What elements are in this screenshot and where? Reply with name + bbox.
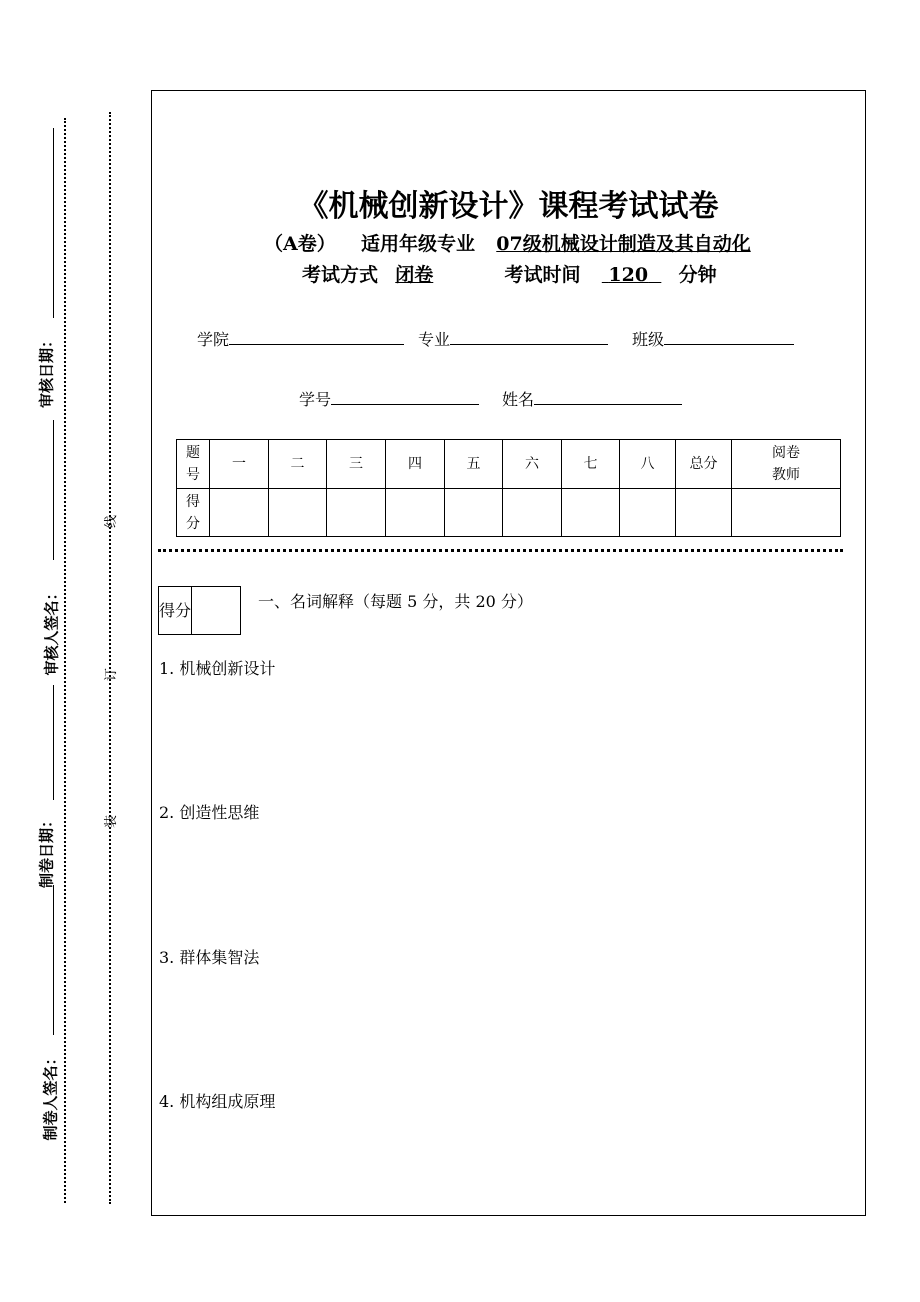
time-unit: 分钟	[678, 264, 717, 286]
reviewer-sign-label: 审核人签名：	[42, 585, 61, 676]
make-date-line	[53, 685, 54, 800]
section-score-cell[interactable]	[192, 587, 241, 635]
score-col-5: 五	[445, 440, 503, 489]
bind-char-pack: 装	[104, 814, 120, 829]
student-id-field[interactable]: 学号	[299, 387, 479, 410]
make-date-label: 制卷日期：	[37, 813, 56, 889]
outer-dotted-line	[64, 118, 66, 1203]
score-cell[interactable]	[269, 489, 327, 537]
reviewer-sign-line	[53, 420, 54, 560]
college-field[interactable]: 学院	[197, 327, 404, 350]
major-field[interactable]: 专业	[418, 327, 608, 350]
method-label: 考试方式	[302, 264, 379, 286]
score-col-6: 六	[503, 440, 562, 489]
score-col-2: 二	[269, 440, 327, 489]
score-table-score-row	[177, 489, 841, 537]
maker-sign-line	[53, 885, 54, 1035]
exam-frame	[151, 90, 866, 1216]
score-row-label: 得 分	[177, 489, 210, 537]
score-table	[176, 439, 841, 537]
score-cell[interactable]	[732, 489, 841, 537]
question-1: 1. 机械创新设计	[159, 659, 276, 678]
section-score-box	[158, 586, 241, 635]
section-score-label: 得分	[159, 587, 192, 635]
method-value: 闭卷	[395, 264, 434, 286]
score-cell[interactable]	[210, 489, 269, 537]
exam-meta-line	[302, 260, 717, 287]
score-cell[interactable]	[386, 489, 445, 537]
grade-value: 07级机械设计制造及其自动化	[496, 233, 751, 255]
time-label: 考试时间	[504, 264, 581, 286]
score-cell[interactable]	[562, 489, 620, 537]
time-value: 120	[608, 264, 649, 286]
paper-info-line	[264, 229, 751, 256]
score-col-3: 三	[327, 440, 386, 489]
section-title: 一、名词解释（每题 5 分，共 20 分）	[258, 592, 533, 611]
score-col-total: 总分	[676, 440, 732, 489]
question-4: 4. 机构组成原理	[159, 1092, 276, 1111]
score-table-header-row	[177, 440, 841, 489]
score-cell[interactable]	[327, 489, 386, 537]
name-field[interactable]: 姓名	[502, 387, 682, 410]
class-field[interactable]: 班级	[632, 327, 794, 350]
paper-type: （A卷）	[264, 233, 336, 255]
score-cell[interactable]	[445, 489, 503, 537]
question-3: 3. 群体集智法	[159, 948, 260, 967]
score-col-teacher: 阅卷 教师	[732, 440, 841, 489]
question-no-label: 题 号	[177, 440, 210, 489]
review-date-line	[53, 128, 54, 318]
bind-char-line: 线	[104, 514, 120, 529]
score-col-7: 七	[562, 440, 620, 489]
score-col-8: 八	[620, 440, 676, 489]
cut-dotted-line	[158, 549, 843, 552]
score-cell[interactable]	[620, 489, 676, 537]
score-col-4: 四	[386, 440, 445, 489]
bind-char-fix: 订	[104, 667, 120, 682]
score-col-1: 一	[210, 440, 269, 489]
score-cell[interactable]	[676, 489, 732, 537]
grade-label: 适用年级专业	[361, 233, 476, 255]
score-cell[interactable]	[503, 489, 562, 537]
exam-title: 《机械创新设计》课程考试试卷	[298, 189, 719, 224]
maker-sign-label: 制卷人签名：	[41, 1050, 60, 1141]
question-2: 2. 创造性思维	[159, 803, 260, 822]
review-date-label: 审核日期：	[37, 333, 56, 409]
inner-dotted-line	[109, 112, 111, 1204]
